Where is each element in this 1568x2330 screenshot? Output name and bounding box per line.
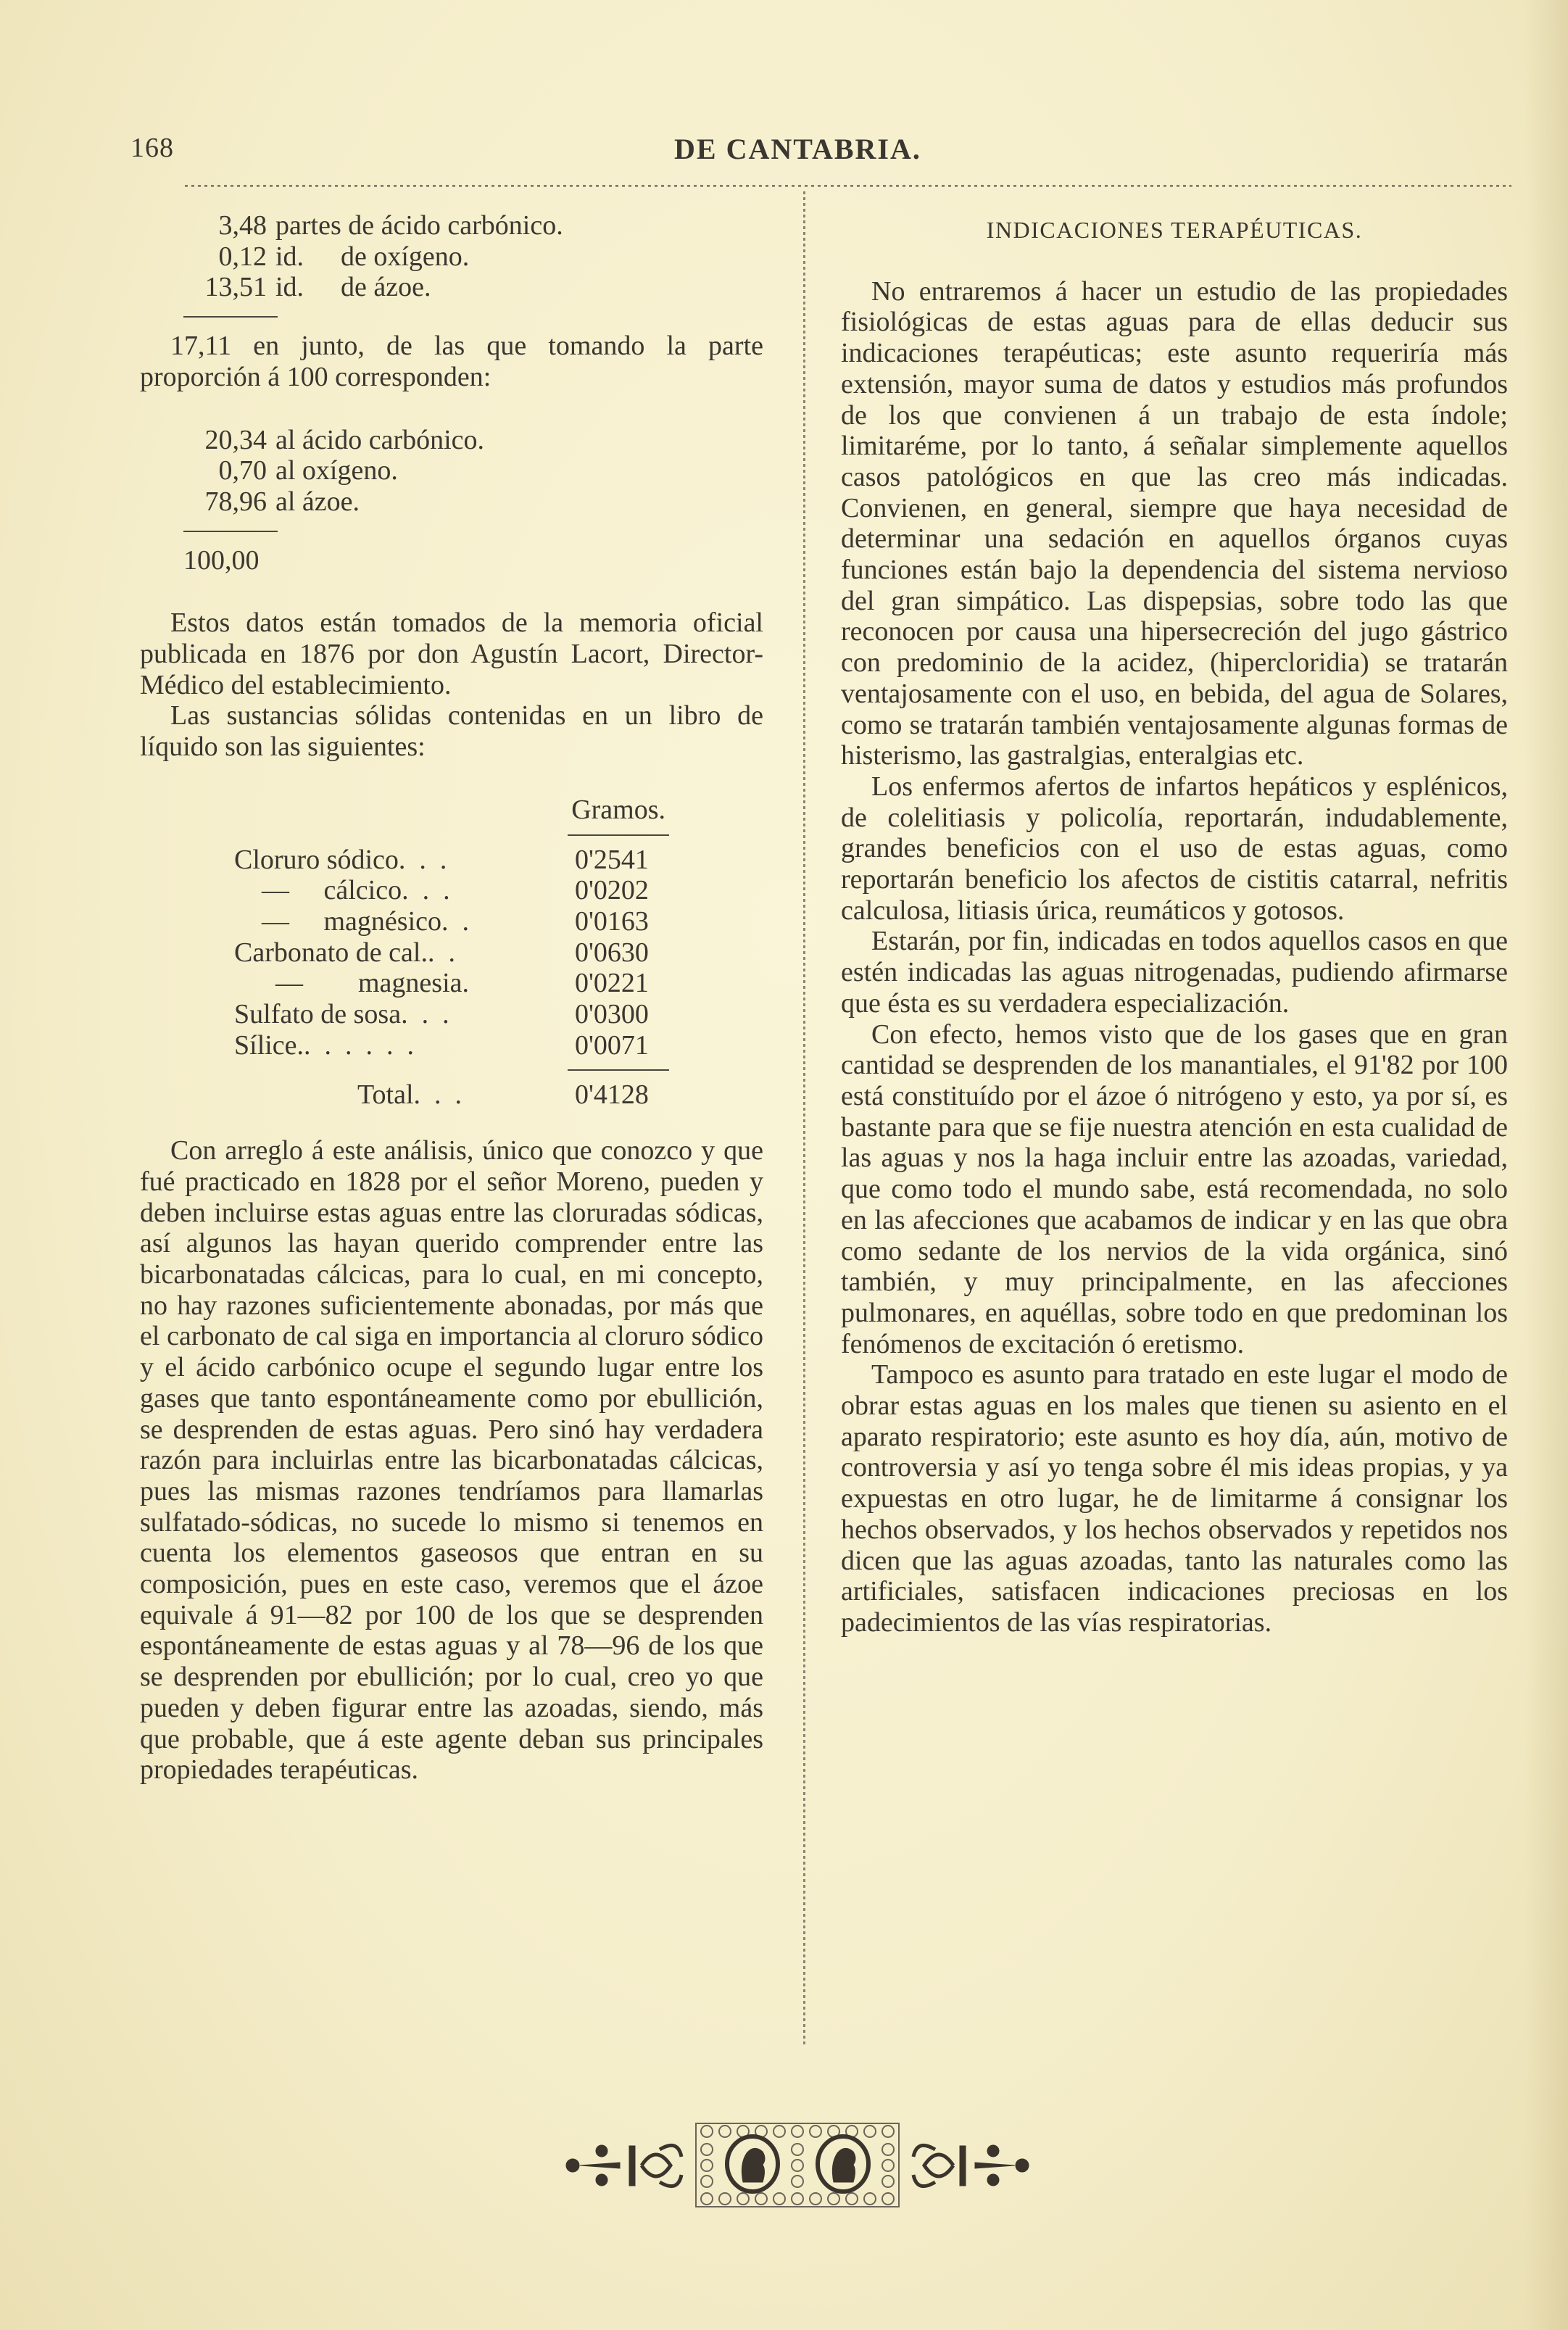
section-title: INDICACIONES TERAPÉUTICAS. — [986, 217, 1363, 243]
table-row — [234, 906, 669, 937]
gas-value: 20,34 — [204, 424, 267, 455]
gas-row — [191, 272, 763, 303]
total-row — [234, 1079, 669, 1111]
tailpiece-ornament-icon — [551, 2120, 1044, 2211]
salt-value: 0'0163 — [575, 905, 649, 937]
gas-value: 0,12 — [218, 241, 267, 272]
gas-row — [191, 486, 763, 518]
gas-id: id. — [275, 272, 304, 303]
gas-row — [191, 210, 763, 241]
gas-value: 0,70 — [218, 455, 267, 486]
salt-value: 0'0630 — [575, 937, 649, 968]
total-rule — [568, 1069, 669, 1071]
total-label: Total. . . — [357, 1079, 462, 1111]
gas-row — [191, 241, 763, 273]
table-row — [234, 845, 669, 876]
gas-label: al oxígeno. — [275, 455, 398, 486]
gas-label: al ázoe. — [275, 486, 360, 517]
gas-label: al ácido carbónico. — [275, 424, 485, 455]
paragraph: Con efecto, hemos visto que de los gases que en gran cantidad se desprenden de los manantiales, el 91'82 por 100 está constituído por el ázoe ó nitrógeno y esto, ya por sí, es bastante para que se fije nuestra atención en esta cualidad de las aguas y nos la haga incluir entre las azoadas, variedad, que como todo el mundo sabe, está recomendada, no solo en las afecciones que acabamos de indicar y en las que obra como sedante de los nervios de la vida orgánica, sinó también, y muy principalmente, en las afecciones pulmonares, en aquéllas, sobre todo en que predominan los fenómenos de excitación ó eretismo. — [841, 1019, 1509, 1359]
paragraph: Tampoco es asunto para tratado en este lugar el modo de obrar estas aguas en los males que tienen su asiento en el aparato respiratorio; este asunto es hoy día, aún, motivo de controversia y así yo tenga sobre él mis ideas propias, y ya expuestas en otro lugar, he de limitarme á consignar los hechos observados, y los hechos observados y repetidos nos dicen que las aguas azoadas, tanto las naturales como las artificiales, satisfacen indicaciones preciosas en los padecimientos de las vías respiratorias. — [841, 1359, 1508, 1638]
wavy-column-divider — [803, 188, 805, 2044]
gas-value: 13,51 — [204, 272, 267, 303]
gases-absolute-list — [140, 210, 763, 303]
sum-rule — [183, 316, 278, 318]
page-edge-shadow — [1525, 0, 1568, 2330]
table-row — [234, 1030, 669, 1061]
left-column — [140, 210, 763, 1786]
source-paragraph: Estos datos están tomados de la memoria oficial publicada en 1876 por don Agustín Lacort, Director-Médico del establecimiento. — [140, 608, 763, 700]
unit-header: Gramos. — [571, 794, 665, 825]
paragraph: No entraremos á hacer un estudio de las propiedades fisiológicas de estas aguas para de ellas deducir sus indicaciones terapéuticas; este asunto requeriría más extensión, mayor suma de datos y estudios más profundos de los que convienen á un trabajo de esta índole; limitaréme, por lo tanto, á señalar simplemente aquellos casos patológicos en que las creo más indicadas. Convienen, en general, siempre que haya necesidad de determinar una sedación en aquellos órganos cuyas funciones están bajo la dependencia del sistema nervioso del gran simpático. Las dispepsias, sobre todo las que reconocen por causa una hipersecreción del jugo gástrico con predominio de la acidez, (hipercloridia) se tratarán ventajosamente con el uso, en bebida, del agua de Solares, como se tratarán también ventajosamente algunas formas de histerismo, las gastralgias, enteralgias etc. — [841, 275, 1508, 771]
salt-value: 0'0071 — [575, 1029, 649, 1061]
salt-name: Sílice.. . . . . . — [234, 1029, 415, 1061]
salt-name: — magnesia. — [234, 968, 470, 999]
salt-value: 0'0300 — [575, 999, 649, 1030]
gases-percent-list — [140, 425, 763, 518]
gas-label: de ázoe. — [341, 272, 431, 303]
salt-value: 0'2541 — [575, 844, 649, 875]
table-row — [234, 999, 669, 1030]
table-row — [234, 937, 669, 969]
running-title: DE CANTABRIA. — [674, 133, 921, 165]
wavy-header-rule — [185, 183, 1511, 188]
salt-value: 0'0221 — [575, 968, 649, 999]
analysis-paragraph: Con arreglo á este análisis, único que conozco y que fué practicado en 1828 por el señor Moreno, pueden y deben incluirse estas aguas entre las cloruradas sódicas, así algunos las hayan querido comprender entre las bicarbonatadas cálcicas, para lo cual, en mi concepto, no hay razones suficientemente abonadas, por más que el carbonato de cal siga en importancia al cloruro sódico y el ácido carbónico ocupe el segundo lugar entre los gases que tanto espontáneamente como por ebullición, se desprenden de estas aguas. Pero sinó hay verdadera razón para incluirlas entre las bicarbonatadas cálcicas, pues las mismas razones tendríamos para llamarlas sulfatado-sódicas, no sucede lo mismo si tenemos en cuenta los elementos gaseosos que entran en su composición, pues en este caso, veremos que el ázoe equivale á 91—82 por 100 de los que se desprenden espontáneamente de estas aguas y al 78—96 de los que se desprenden por ebullición; por lo cual, creo yo que pueden y deben figurar entre las azoadas, siendo, más que probable, que á este agente deban sus principales propiedades terapéuticas. — [140, 1135, 763, 1786]
gas-id: id. — [275, 241, 304, 272]
page-number: 168 — [130, 133, 174, 163]
total-paragraph: 17,11 en junto, de las que tomando la parte proporción á 100 corresponden: — [140, 331, 763, 392]
percent-total: 100,00 — [183, 544, 260, 576]
paragraph: Estarán, por fin, indicadas en todos aquellos casos en que estén indicadas las aguas nitrogenadas, pudiendo afirmarse que ésta es su verdadera especialización. — [841, 926, 1508, 1019]
table-row — [234, 875, 669, 906]
header-rule — [568, 834, 669, 836]
total-value: 0'4128 — [575, 1079, 649, 1111]
gas-row — [191, 455, 763, 486]
table-row — [234, 968, 669, 999]
gas-value: 78,96 — [204, 486, 267, 517]
paragraph: Los enfermos afertos de infartos hepáticos y esplénicos, de colelitiasis y policolía, reportarán, indudablemente, grandes beneficios con el uso de estas aguas, como reportarán beneficio los afectos de cistitis catarral, nefritis calculosa, litiasis úrica, reumáticos y gotosos. — [841, 771, 1508, 926]
right-column — [841, 210, 1508, 1638]
gas-value: 3,48 — [218, 210, 267, 241]
gas-label: de oxígeno. — [341, 241, 470, 272]
salt-name: Carbonato de cal.. . — [234, 937, 455, 968]
solids-intro-paragraph: Las sustancias sólidas contenidas en un libro de líquido son las siguientes: — [140, 700, 763, 763]
sum-rule — [183, 531, 278, 532]
salt-name: Sulfato de sosa. . . — [234, 999, 449, 1030]
salt-value: 0'0202 — [575, 875, 649, 906]
salt-name: — cálcico. . . — [234, 875, 450, 906]
salt-name: Cloruro sódico. . . — [234, 844, 447, 875]
salt-name: — magnésico. . — [234, 905, 470, 937]
gas-label: partes de ácido carbónico. — [275, 210, 563, 241]
gas-row — [191, 425, 763, 456]
running-head — [0, 132, 1568, 175]
salts-table — [234, 795, 669, 1111]
